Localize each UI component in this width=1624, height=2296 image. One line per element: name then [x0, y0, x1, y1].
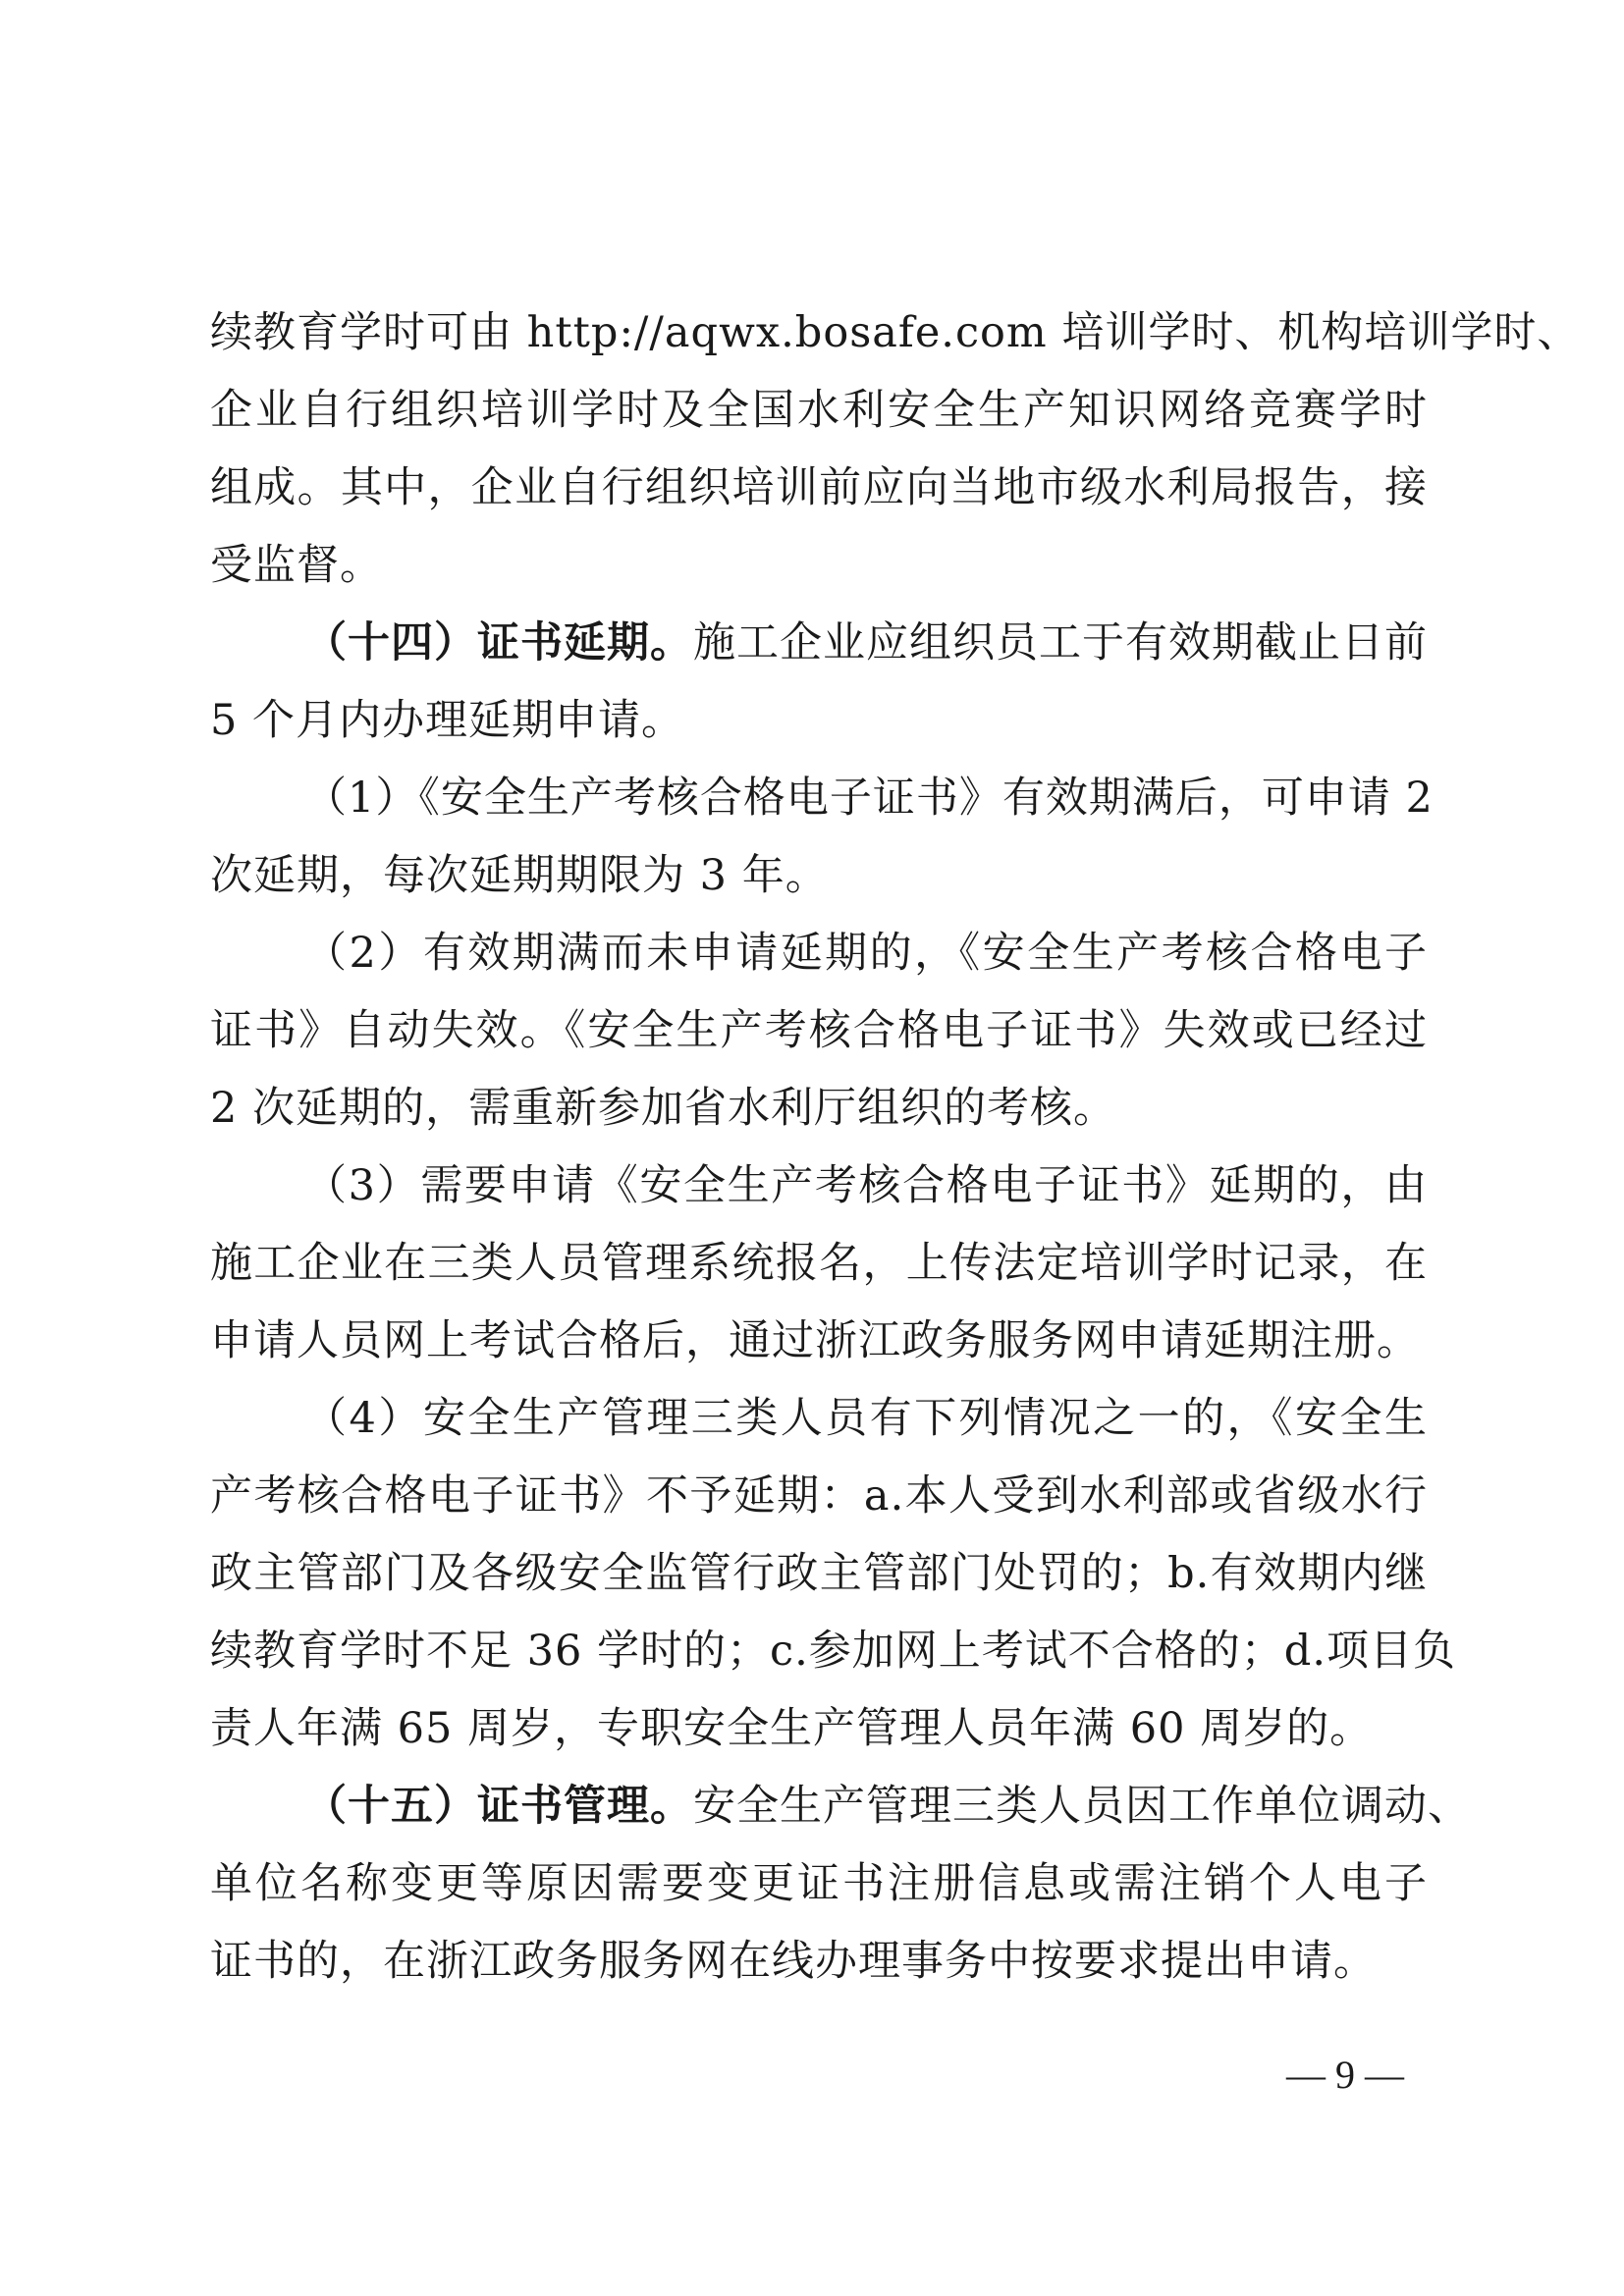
paragraph-item-4 — [210, 1380, 1456, 1768]
text-line — [210, 527, 1428, 605]
text-run: 安全生产管理三类人员因工作单位调动、 — [693, 1782, 1471, 1831]
text-run: 产考核合格电子证书》不予延期：a.本人受到水利部或省级水行 — [210, 1471, 1428, 1521]
text-run: （2）有效期满而未申请延期的，《安全生产考核合格电子 — [304, 929, 1428, 978]
text-line — [210, 1923, 1428, 2001]
text-run: 证书》自动失效。《安全生产考核合格电子证书》失效或已经过 — [210, 1006, 1428, 1055]
text-line — [210, 294, 1581, 372]
text-line — [210, 1303, 1428, 1380]
text-run: 次延期，每次延期期限为 3 年。 — [210, 851, 829, 900]
document-body — [210, 294, 1581, 2001]
text-run: 续教育学时不足 36 学时的；c.参加网上考试不合格的；d.项目负 — [210, 1627, 1456, 1676]
text-line — [210, 605, 1428, 682]
paragraph-item-1 — [210, 760, 1434, 915]
text-run: 2 次延期的，需重新参加省水利厅组织的考核。 — [210, 1084, 1117, 1133]
text-line — [210, 1535, 1428, 1613]
text-line — [210, 760, 1434, 837]
paragraph-continuing-education — [210, 294, 1581, 605]
text-run: 责人年满 65 周岁，专职安全生产管理人员年满 60 周岁的。 — [210, 1704, 1374, 1753]
section-heading: （十四）证书延期。 — [304, 618, 693, 667]
text-line — [210, 992, 1428, 1070]
text-run: （3）需要申请《安全生产考核合格电子证书》延期的，由 — [304, 1161, 1428, 1210]
text-line — [210, 1613, 1456, 1690]
text-run: 5 个月内办理延期申请。 — [210, 696, 685, 745]
paragraph-item-2 — [210, 915, 1428, 1148]
text-run: （1）《安全生产考核合格电子证书》有效期满后，可申请 2 — [304, 774, 1434, 823]
text-run: 受监督。 — [210, 541, 383, 590]
section-heading: （十五）证书管理。 — [304, 1782, 693, 1831]
text-run: 续教育学时可由 http://aqwx.bosafe.com 培训学时、机构培训学时、 — [210, 308, 1581, 357]
text-run: 施工企业应组织员工于有效期截止日前 — [693, 618, 1428, 667]
text-run: 证书的，在浙江政务服务网在线办理事务中按要求提出申请。 — [210, 1937, 1377, 1986]
paragraph-certificate-extension — [210, 605, 1428, 760]
text-run: （4）安全生产管理三类人员有下列情况之一的，《安全生 — [304, 1394, 1428, 1443]
text-run: 单位名称变更等原因需要变更证书注册信息或需注销个人电子 — [210, 1859, 1428, 1908]
text-line — [210, 682, 1428, 760]
text-line — [210, 1148, 1428, 1225]
text-run: 政主管部门及各级安全监管行政主管部门处罚的；b.有效期内继 — [210, 1549, 1428, 1598]
paragraph-certificate-management — [210, 1768, 1471, 2001]
text-line — [210, 372, 1428, 450]
text-run: 施工企业在三类人员管理系统报名，上传法定培训学时记录，在 — [210, 1239, 1428, 1288]
text-line — [210, 915, 1428, 992]
text-line — [210, 1225, 1428, 1303]
text-line — [210, 1070, 1428, 1148]
text-line — [210, 1768, 1471, 1845]
text-line — [210, 1845, 1428, 1923]
text-run: 申请人员网上考试合格后，通过浙江政务服务网申请延期注册。 — [210, 1316, 1420, 1365]
text-line — [210, 1690, 1428, 1768]
paragraph-item-3 — [210, 1148, 1428, 1380]
page-number: — 9 — — [1286, 2053, 1404, 2097]
text-line — [210, 1458, 1428, 1535]
text-line — [210, 837, 1428, 915]
text-run: 企业自行组织培训学时及全国水利安全生产知识网络竞赛学时 — [210, 386, 1428, 435]
text-line — [210, 1380, 1428, 1458]
text-run: 组成。其中，企业自行组织培训前应向当地市级水利局报告，接 — [210, 463, 1428, 512]
text-line — [210, 450, 1428, 527]
